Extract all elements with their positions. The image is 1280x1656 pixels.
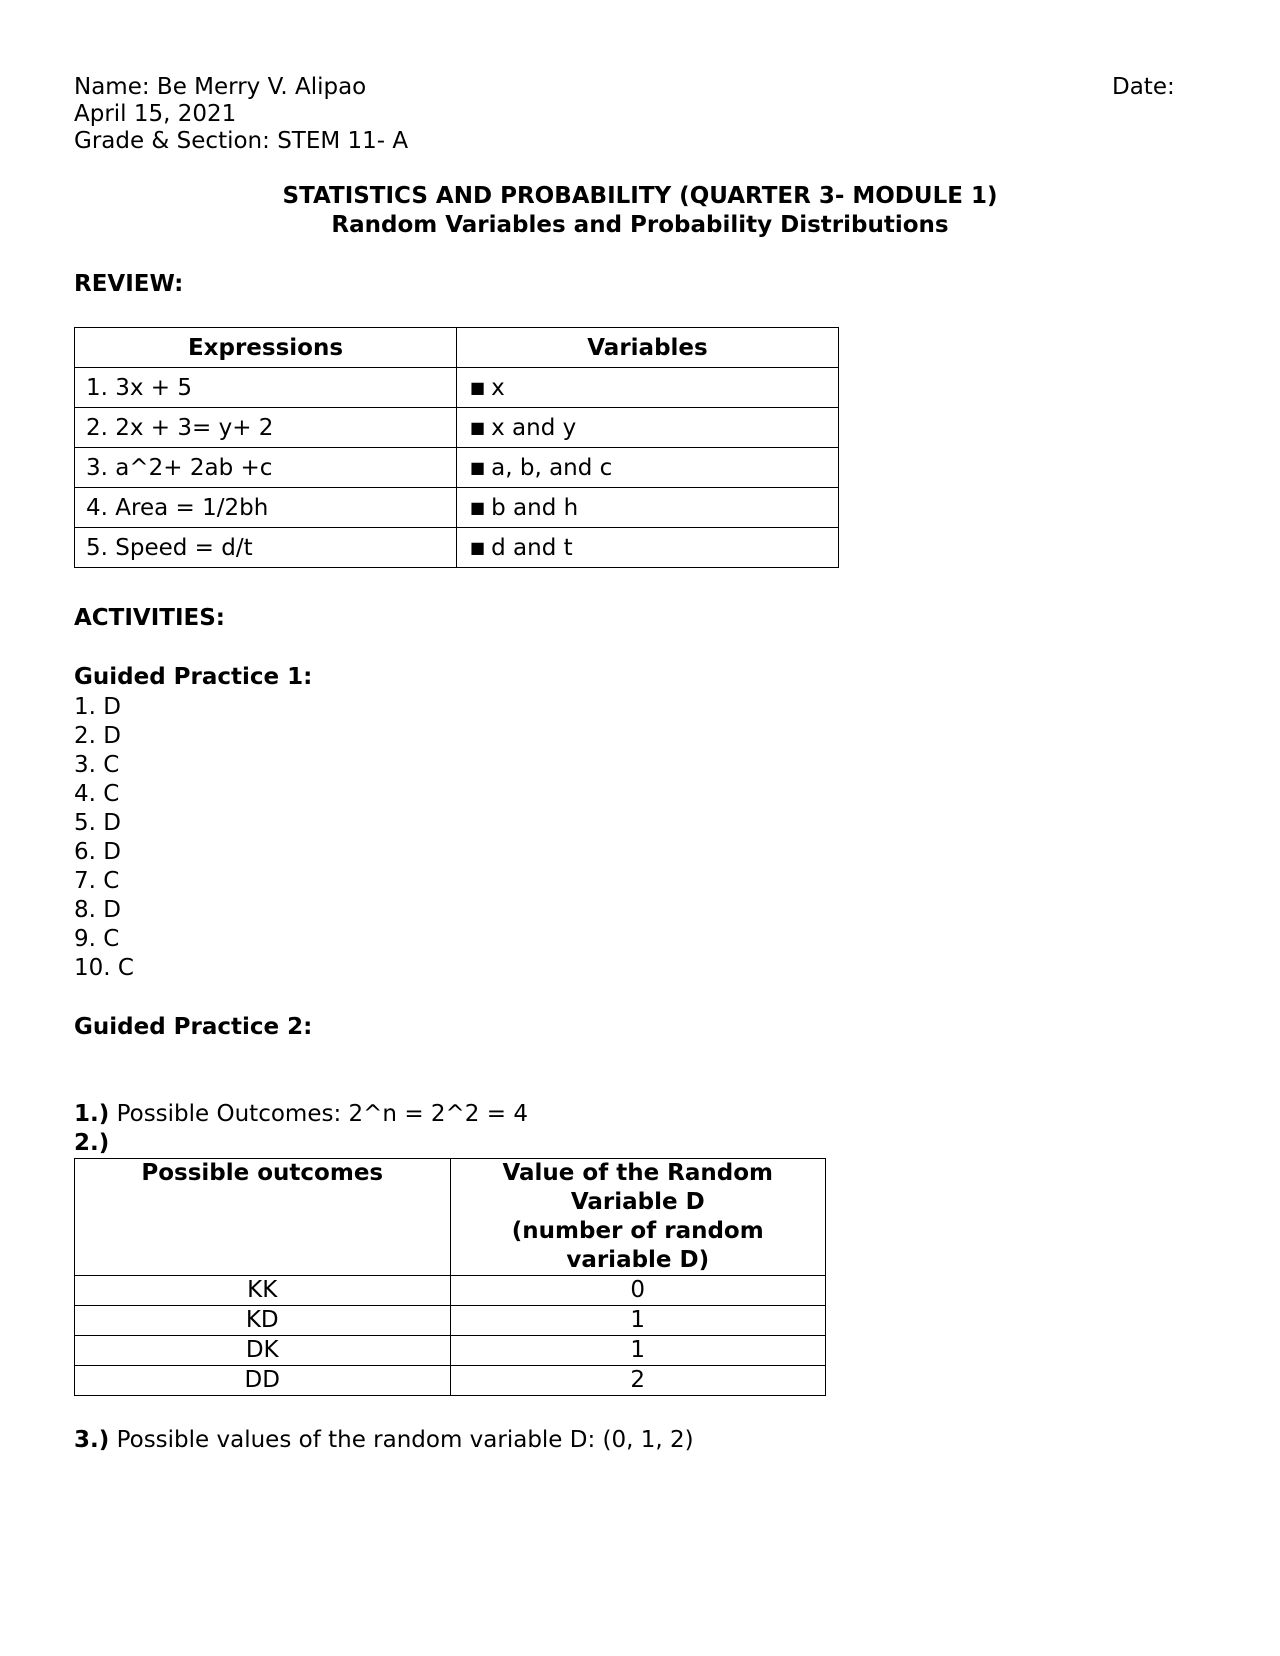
variables-cell bbox=[457, 488, 839, 528]
variables-cell bbox=[457, 448, 839, 488]
value-cell: 2 bbox=[450, 1366, 826, 1396]
gp2-item-1-text: Possible Outcomes: 2^n = 2^2 = 4 bbox=[109, 1101, 528, 1127]
gp2-item-3 bbox=[74, 1427, 694, 1454]
list-item: 4. C bbox=[74, 781, 120, 807]
table-row bbox=[75, 528, 839, 568]
bullet-square-icon: ■ bbox=[470, 377, 486, 397]
list-item: 6. D bbox=[74, 839, 121, 865]
date-value: April 15, 2021 bbox=[74, 101, 237, 127]
outcomes-table-header bbox=[75, 1159, 826, 1276]
variables-cell bbox=[457, 528, 839, 568]
header-line: (number of random bbox=[511, 1218, 764, 1244]
variables-text: x bbox=[491, 374, 505, 401]
student-name: Name: Be Merry V. Alipao bbox=[74, 74, 367, 100]
table-row bbox=[75, 1306, 826, 1336]
table-row bbox=[75, 1336, 826, 1366]
outcome-cell: KD bbox=[75, 1306, 451, 1336]
table-row bbox=[75, 408, 839, 448]
column-header-possible-outcomes: Possible outcomes bbox=[75, 1159, 451, 1276]
bullet-square-icon: ■ bbox=[470, 497, 486, 517]
list-item: 5. D bbox=[74, 810, 121, 836]
expression-cell: 5. Speed = d/t bbox=[75, 528, 457, 568]
title-line-2: Random Variables and Probability Distributions bbox=[331, 212, 949, 238]
gp2-item-1 bbox=[74, 1101, 528, 1128]
bullet-square-icon: ■ bbox=[470, 417, 486, 437]
bullet-square-icon: ■ bbox=[470, 457, 486, 477]
value-cell: 1 bbox=[450, 1306, 826, 1336]
guided-practice-2-heading: Guided Practice 2: bbox=[74, 1014, 313, 1040]
header-line: Variable D bbox=[570, 1189, 705, 1215]
expression-cell: 2. 2x + 3= y+ 2 bbox=[75, 408, 457, 448]
table-row bbox=[75, 1276, 826, 1306]
outcomes-table bbox=[74, 1158, 826, 1396]
gp2-item-2-label: 2.) bbox=[74, 1130, 110, 1156]
outcome-cell: DK bbox=[75, 1336, 451, 1366]
list-item: 3. C bbox=[74, 752, 120, 778]
value-cell: 1 bbox=[450, 1336, 826, 1366]
value-cell: 0 bbox=[450, 1276, 826, 1306]
outcome-cell: DD bbox=[75, 1366, 451, 1396]
outcome-cell: KK bbox=[75, 1276, 451, 1306]
variables-cell bbox=[457, 368, 839, 408]
document-title bbox=[0, 182, 1280, 240]
variables-text: b and h bbox=[491, 494, 579, 521]
grade-section: Grade & Section: STEM 11- A bbox=[74, 128, 409, 154]
expression-cell: 1. 3x + 5 bbox=[75, 368, 457, 408]
list-item: 2. D bbox=[74, 723, 121, 749]
header-line: Value of the Random bbox=[502, 1160, 774, 1186]
activities-heading: ACTIVITIES: bbox=[74, 605, 226, 631]
header-line: variable D) bbox=[566, 1247, 710, 1273]
list-item: 7. C bbox=[74, 868, 120, 894]
variables-text: x and y bbox=[491, 414, 577, 441]
column-header-variables: Variables bbox=[457, 328, 839, 368]
review-table-header bbox=[75, 328, 839, 368]
gp2-item-3-label: 3.) bbox=[74, 1427, 110, 1453]
list-item: 1. D bbox=[74, 694, 121, 720]
variables-text: a, b, and c bbox=[491, 454, 613, 481]
column-header-random-variable-value bbox=[450, 1159, 826, 1276]
bullet-square-icon: ■ bbox=[470, 537, 486, 557]
expression-cell: 3. a^2+ 2ab +c bbox=[75, 448, 457, 488]
gp2-item-1-label: 1.) bbox=[74, 1101, 110, 1127]
list-item: 10. C bbox=[74, 955, 134, 981]
review-table bbox=[74, 327, 839, 568]
list-item: 9. C bbox=[74, 926, 120, 952]
table-row bbox=[75, 488, 839, 528]
column-header-expressions: Expressions bbox=[75, 328, 457, 368]
date-label: Date: bbox=[1112, 74, 1175, 100]
guided-practice-1-heading: Guided Practice 1: bbox=[74, 664, 313, 690]
expression-cell: 4. Area = 1/2bh bbox=[75, 488, 457, 528]
list-item: 8. D bbox=[74, 897, 121, 923]
variables-cell bbox=[457, 408, 839, 448]
gp2-item-3-text: Possible values of the random variable D: (0, 1, 2) bbox=[109, 1427, 694, 1453]
table-row bbox=[75, 368, 839, 408]
table-row bbox=[75, 1366, 826, 1396]
title-line-1: STATISTICS AND PROBABILITY (QUARTER 3- MODULE 1) bbox=[282, 183, 998, 209]
review-heading: REVIEW: bbox=[74, 271, 184, 297]
variables-text: d and t bbox=[491, 534, 573, 561]
table-row bbox=[75, 448, 839, 488]
